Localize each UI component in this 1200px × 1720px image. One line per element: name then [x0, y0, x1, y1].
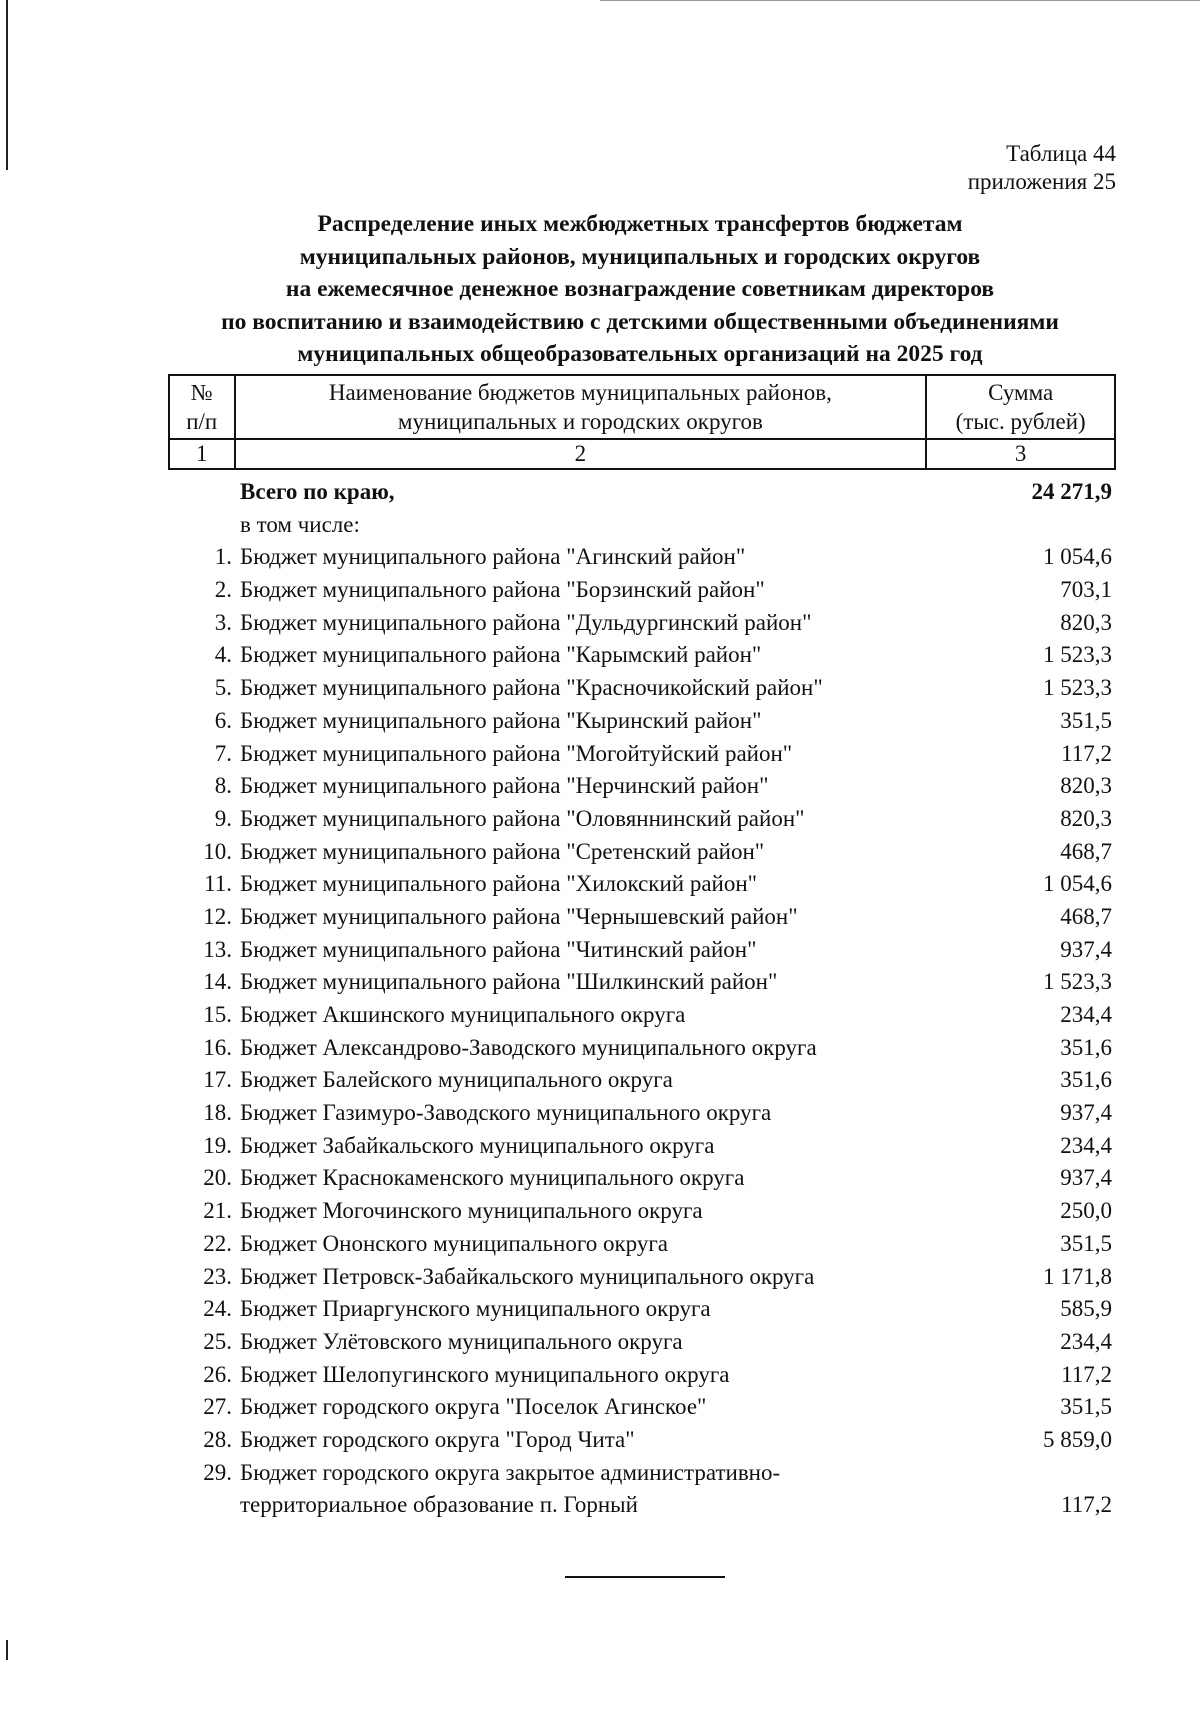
title-line: муниципальных общеобразовательных организаций на 2025 год — [297, 341, 983, 367]
header-text: (тыс. рублей) — [955, 409, 1086, 434]
row-value: 117,2 — [1061, 1361, 1112, 1387]
scan-edge-mark — [6, 0, 8, 170]
row-number: 17. — [203, 1067, 232, 1093]
row-number: 13. — [203, 936, 232, 962]
row-value: 250,0 — [1060, 1198, 1112, 1224]
row-number: 11. — [204, 871, 232, 897]
table-number: Таблица 44 — [1006, 141, 1116, 166]
row-number: 25. — [203, 1328, 232, 1354]
row-value: 1 523,3 — [1043, 642, 1112, 668]
table-row — [168, 868, 1116, 901]
table-row — [168, 1261, 1116, 1294]
row-number: 27. — [203, 1394, 232, 1420]
row-value: 351,5 — [1060, 1394, 1112, 1420]
row-number: 26. — [203, 1361, 232, 1387]
column-index-row — [169, 439, 1115, 469]
column-index: 2 — [235, 439, 927, 469]
row-value: 937,4 — [1060, 936, 1112, 962]
header-text: № — [190, 380, 213, 405]
row-name: Бюджет Забайкальского муниципального округа — [240, 1132, 715, 1158]
row-name: Бюджет Газимуро-Заводского муниципального округа — [240, 1100, 772, 1126]
row-value: 1 171,8 — [1043, 1263, 1112, 1289]
row-number: 3. — [214, 609, 232, 635]
row-number: 5. — [214, 675, 232, 701]
row-value: 937,4 — [1060, 1100, 1112, 1126]
row-name-line: территориальное образование п. Горный — [240, 1492, 638, 1518]
row-value: 351,5 — [1060, 1230, 1112, 1256]
row-value: 351,5 — [1060, 707, 1112, 733]
row-name: Бюджет Петровск-Забайкальского муниципального округа — [240, 1263, 815, 1289]
total-label: Всего по краю, — [240, 479, 395, 504]
row-name: Бюджет муниципального района "Агинский район" — [240, 544, 746, 570]
table-row — [168, 1195, 1116, 1228]
appendix-number: приложения 25 — [967, 169, 1116, 194]
row-number: 19. — [203, 1132, 232, 1158]
table-row — [168, 1032, 1116, 1065]
title-line: на ежемесячное денежное вознаграждение советникам директоров — [285, 276, 995, 302]
row-name: Бюджет муниципального района "Могойтуйский район" — [240, 740, 793, 766]
row-name-line: Бюджет городского округа закрытое административно- — [240, 1459, 781, 1485]
row-value: 234,4 — [1060, 1328, 1112, 1354]
document-title — [160, 208, 1120, 371]
header-cell-number — [169, 375, 235, 439]
row-value: 468,7 — [1060, 838, 1112, 864]
table-row — [168, 639, 1116, 672]
row-value: 703,1 — [1060, 577, 1112, 603]
scan-edge-mark — [6, 1640, 8, 1660]
table-row — [168, 738, 1116, 771]
header-row — [169, 375, 1115, 439]
row-value: 1 523,3 — [1043, 969, 1112, 995]
row-name: Бюджет муниципального района "Карымский район" — [240, 642, 762, 668]
row-name: Бюджет муниципального района "Нерчинский район" — [240, 773, 769, 799]
row-name: Бюджет муниципального района "Дульдургинский район" — [240, 609, 812, 635]
table-row — [168, 1162, 1116, 1195]
row-number: 4. — [214, 642, 232, 668]
table-row — [168, 999, 1116, 1032]
row-number: 15. — [203, 1002, 232, 1027]
header-cell-sum — [926, 375, 1115, 439]
row-name: Бюджет городского округа "Поселок Агинское" — [240, 1394, 707, 1420]
row-name: Бюджет муниципального района "Сретенский район" — [240, 838, 765, 864]
table-row — [168, 1391, 1116, 1424]
table-row — [168, 803, 1116, 836]
total-value: 24 271,9 — [1031, 479, 1112, 504]
including-row — [168, 509, 1116, 542]
row-number: 1. — [214, 544, 232, 570]
row-number: 22. — [203, 1230, 232, 1256]
title-line: Распределение иных межбюджетных трансфертов бюджетам — [317, 211, 963, 237]
row-number: 21. — [203, 1198, 232, 1224]
row-number: 12. — [203, 903, 232, 929]
row-value: 820,3 — [1060, 805, 1112, 831]
row-value: 1 054,6 — [1043, 544, 1112, 570]
row-name — [232, 1457, 928, 1522]
row-name: Бюджет городского округа "Город Чита" — [240, 1426, 635, 1452]
table-row — [168, 672, 1116, 705]
row-value: 5 859,0 — [1043, 1426, 1112, 1452]
row-name: Бюджет Краснокаменского муниципального округа — [240, 1165, 745, 1191]
table-row — [168, 705, 1116, 738]
column-index: 1 — [169, 439, 235, 469]
row-name: Бюджет муниципального района "Читинский район" — [240, 936, 757, 962]
row-name: Бюджет Шелопугинского муниципального округа — [240, 1361, 730, 1387]
table-row — [168, 1293, 1116, 1326]
row-value: 117,2 — [1061, 1492, 1112, 1518]
table-row — [168, 1359, 1116, 1392]
row-name: Бюджет муниципального района "Красночикойский район" — [240, 675, 823, 701]
table-row — [168, 836, 1116, 869]
table-row — [168, 966, 1116, 999]
including-label: в том числе: — [240, 511, 360, 537]
row-number: 16. — [203, 1034, 232, 1060]
row-value: 820,3 — [1060, 773, 1112, 799]
row-value: 117,2 — [1061, 740, 1112, 766]
total-row — [168, 476, 1116, 509]
row-value: 234,4 — [1060, 1002, 1112, 1027]
header-cell-name — [235, 375, 927, 439]
table-row — [168, 1130, 1116, 1163]
row-number: 2. — [214, 577, 232, 603]
row-name: Бюджет муниципального района "Чернышевский район" — [240, 903, 798, 929]
column-index: 3 — [926, 439, 1115, 469]
table-row — [168, 541, 1116, 574]
table-row — [168, 934, 1116, 967]
row-name: Бюджет Балейского муниципального округа — [240, 1067, 673, 1093]
scan-edge-mark — [600, 0, 1200, 1]
table-row — [168, 1424, 1116, 1457]
row-name: Бюджет Приаргунского муниципального округа — [240, 1296, 711, 1322]
row-number: 20. — [203, 1165, 232, 1191]
row-number: 18. — [203, 1100, 232, 1126]
row-value: 820,3 — [1060, 609, 1112, 635]
row-name: Бюджет Александрово-Заводского муниципального округа — [240, 1034, 817, 1060]
row-number: 23. — [203, 1263, 232, 1289]
table-row — [168, 574, 1116, 607]
row-value: 468,7 — [1060, 903, 1112, 929]
row-number: 7. — [214, 740, 232, 766]
row-name: Бюджет муниципального района "Шилкинский район" — [240, 969, 778, 995]
row-number: 28. — [203, 1426, 232, 1452]
row-name: Бюджет муниципального района "Хилокский район" — [240, 871, 758, 897]
table-row — [168, 1457, 1116, 1522]
row-name: Бюджет Акшинского муниципального округа — [240, 1002, 686, 1027]
table-row — [168, 901, 1116, 934]
row-number: 9. — [214, 805, 232, 831]
table-header — [168, 374, 1116, 470]
row-number: 8. — [214, 773, 232, 799]
row-number: 6. — [214, 707, 232, 733]
row-value: 351,6 — [1060, 1034, 1112, 1060]
row-value: 1 054,6 — [1043, 871, 1112, 897]
table-body — [168, 476, 1116, 1522]
row-value: 234,4 — [1060, 1132, 1112, 1158]
header-text: Сумма — [988, 380, 1054, 405]
row-name: Бюджет Могочинского муниципального округа — [240, 1198, 703, 1224]
table-reference — [968, 140, 1116, 196]
title-line: по воспитанию и взаимодействию с детскими общественными объединениями — [221, 308, 1059, 335]
end-line — [565, 1576, 725, 1578]
title-line: муниципальных районов, муниципальных и городских округов — [299, 243, 981, 270]
header-text: п/п — [186, 409, 218, 434]
table-row — [168, 1326, 1116, 1359]
row-value: 937,4 — [1060, 1165, 1112, 1191]
row-value: 351,6 — [1060, 1067, 1112, 1093]
row-name: Бюджет муниципального района "Борзинский район" — [240, 577, 765, 603]
table-row — [168, 1228, 1116, 1261]
row-name: Бюджет Улётовского муниципального округа — [240, 1328, 683, 1354]
header-text: муниципальных и городских округов — [397, 409, 763, 434]
table-row — [168, 1097, 1116, 1130]
table-row — [168, 770, 1116, 803]
row-value: 585,9 — [1060, 1296, 1112, 1322]
row-name: Бюджет муниципального района "Оловяннинский район" — [240, 805, 805, 831]
header-text: Наименование бюджетов муниципальных районов, — [328, 380, 832, 405]
row-number: 24. — [203, 1296, 232, 1322]
row-name: Бюджет Ононского муниципального округа — [240, 1230, 668, 1256]
row-number: 29. — [203, 1459, 232, 1485]
row-value: 1 523,3 — [1043, 675, 1112, 701]
table-row — [168, 1064, 1116, 1097]
row-number: 10. — [203, 838, 232, 864]
row-name: Бюджет муниципального района "Кыринский район" — [240, 707, 762, 733]
row-number: 14. — [203, 969, 232, 995]
table-row — [168, 607, 1116, 640]
